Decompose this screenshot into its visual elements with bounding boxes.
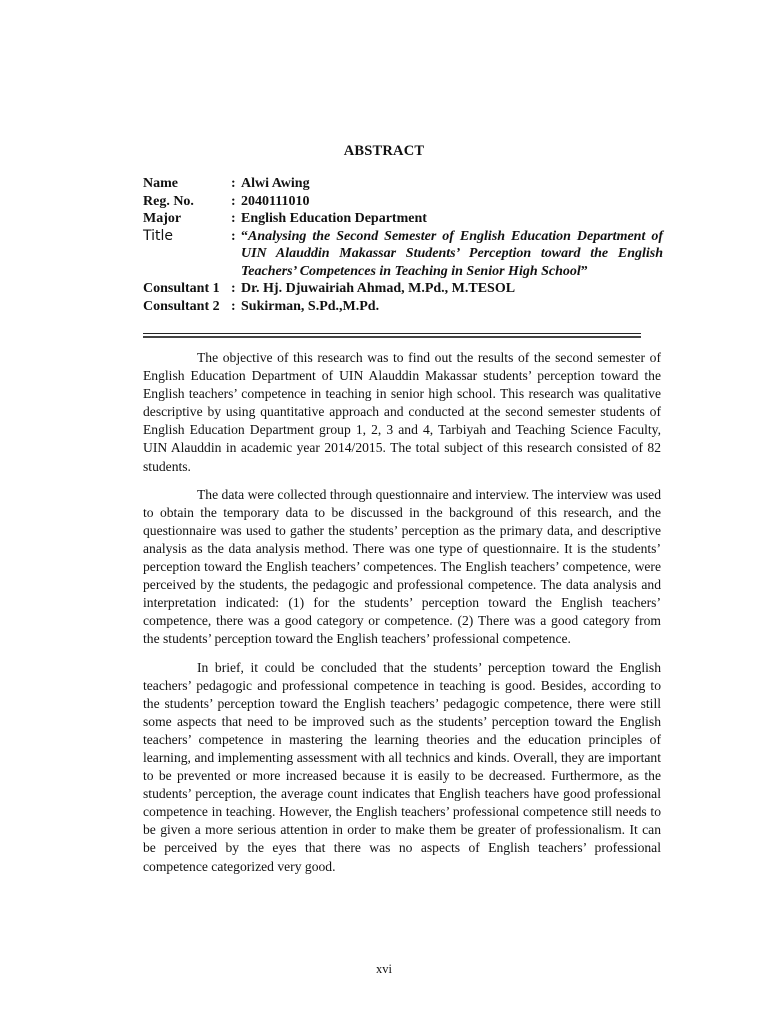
paragraph-conclusion: In brief, it could be concluded that the students’ perception toward the English teachers’ pedagogic and professional competence in teaching is good. Besides, according to the students’ perception toward the English teachers’ pedagogic competence, there were still some aspects that need to be improved such as the students’ perception toward the English teachers’ competence in mastering the learning theories and the education principles of learning, and implementing assessment with all technics and kinds. Overall, they are important to be prevented or more increased because it is easily to be decreased. Furthermore, as the students’ perception, the average count indicates that English teachers have good professional competence in teaching. However, the English teachers’ professional competence still needs to be given a more serious attention in order to make them be greater of professionalism. It can be perceived by the eyes that there was no aspects of English teachers’ professional competence categorized very good. bbox=[143, 659, 661, 874]
consultant-2-label: Consultant 2 bbox=[143, 298, 220, 314]
title-colon: : bbox=[231, 228, 236, 244]
consultant-1-label: Consultant 1 bbox=[143, 281, 220, 296]
consultant-2-row bbox=[143, 298, 663, 316]
title-row bbox=[143, 228, 663, 281]
abstract-heading: ABSTRACT bbox=[343, 143, 425, 159]
consultant-1-value: Dr. Hj. Djuwairiah Ahmad, M.Pd., M.TESOL bbox=[241, 281, 516, 296]
title-value bbox=[241, 228, 663, 281]
separator-rule-thick bbox=[143, 336, 641, 338]
major-colon: : bbox=[231, 211, 236, 226]
abstract-body bbox=[143, 349, 661, 886]
consultant-2-value: Sukirman, S.Pd.,M.Pd. bbox=[241, 298, 380, 314]
consultant-1-row bbox=[143, 280, 663, 298]
name-label: Name bbox=[143, 176, 178, 191]
paragraph-objective: The objective of this research was to find out the results of the second semester of English Education Department of UIN Alauddin Makassar students’ perception toward the English teachers’ competence in teaching in senior high school. This research was qualitative descriptive by using quantitative approach and conducted at the second semester students of English Education Department group 1, 2, 3 and 4, Tarbiyah and Teaching Science Faculty, UIN Alauddin in academic year 2014/2015. The total subject of this research consisted of 82 students. bbox=[143, 350, 661, 474]
reg-no-value: 2040111010 bbox=[241, 193, 310, 209]
reg-no-row bbox=[143, 193, 663, 211]
title-label: Title bbox=[143, 227, 174, 244]
major-label: Major bbox=[143, 211, 182, 226]
consultant-1-colon: : bbox=[231, 281, 236, 296]
reg-no-label: Reg. No. bbox=[143, 193, 194, 209]
title-text: Analysing the Second Semester of English Education Department of UIN Alauddin Makassar Students’ Perception toward the English Teachers’ Competences in Teaching in Senior High School bbox=[241, 228, 663, 279]
major-value: English Education Department bbox=[241, 211, 427, 226]
title-open-quote: “ bbox=[241, 228, 248, 244]
consultant-2-colon: : bbox=[231, 298, 236, 314]
metadata-block bbox=[143, 175, 663, 315]
reg-no-colon: : bbox=[231, 193, 236, 209]
page-number: xvi bbox=[376, 962, 392, 976]
name-value: Alwi Awing bbox=[241, 176, 310, 191]
major-row bbox=[143, 210, 663, 228]
name-colon: : bbox=[231, 176, 236, 191]
name-row bbox=[143, 175, 663, 193]
paragraph-data-collection: The data were collected through questionnaire and interview. The interview was used to obtain the temporary data to be discussed in the background of this research, and the questionnaire was used to gather the students’ perception as the primary data, and descriptive analysis as the data analysis method. There was one type of questionnaire. It is the students’ perception toward the English teachers’ competences. The English teachers’ competence, were perceived by the students, the pedagogic and professional competence. The data analysis and interpretation indicated: (1) for the students’ perception toward the English teachers’ competence, there was a good category or competence. (2) There was a good category from the students’ perception toward the English teachers’ professional competence. bbox=[143, 486, 661, 647]
separator-rule-thin bbox=[143, 333, 641, 334]
title-close-quote: ” bbox=[580, 263, 588, 279]
